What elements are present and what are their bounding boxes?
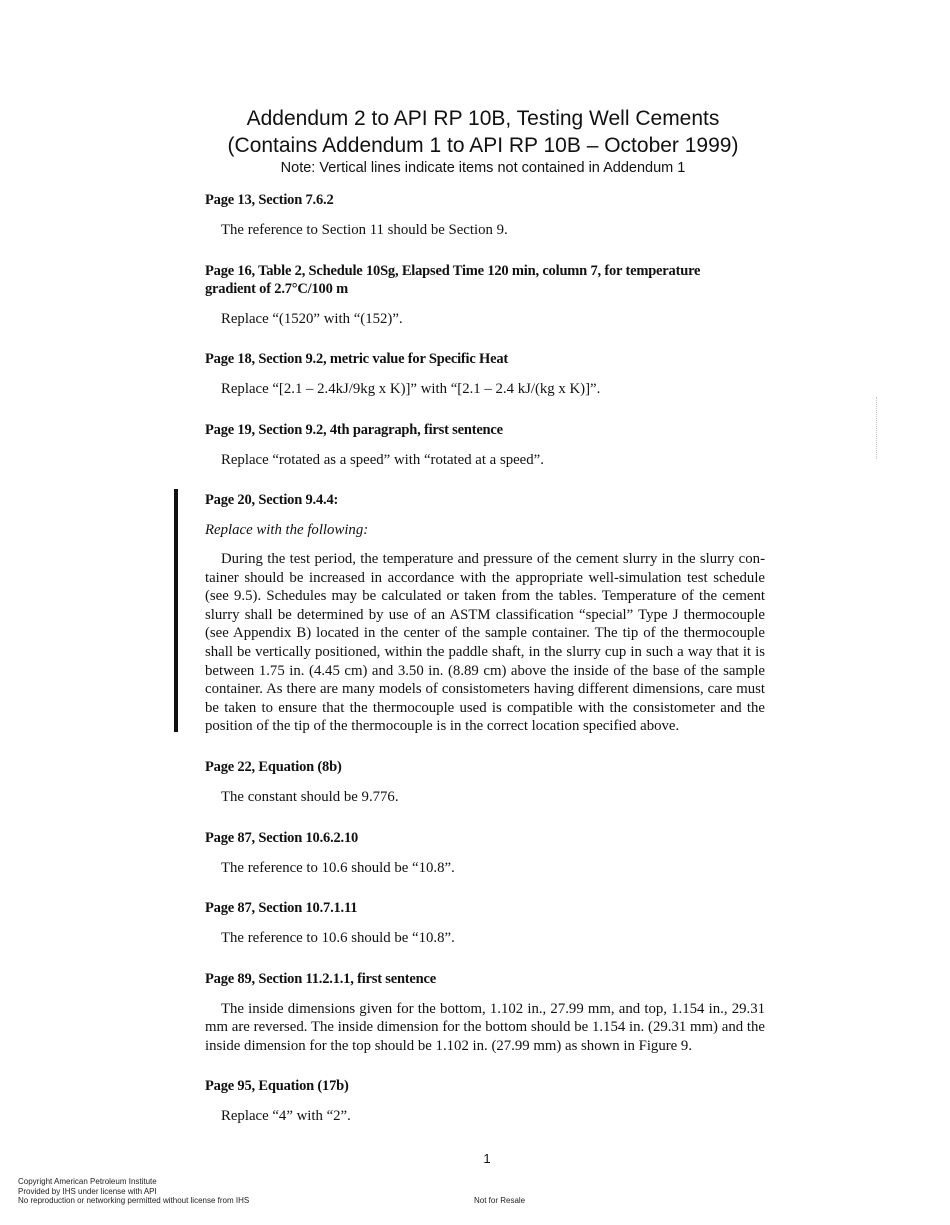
section-intro: Replace with the following: [205,522,369,539]
margin-mark [876,397,878,459]
addendum-content [205,191,765,1148]
section-page-22 [205,758,765,807]
section-heading: Page 89, Section 11.2.1.1, first sentence [205,970,437,987]
section-heading: Page 20, Section 9.4.4: [205,492,339,509]
footer-line-1: Copyright American Petroleum Institute [18,1177,157,1186]
change-bar [174,489,178,732]
section-paragraph: During the test period, the temperature and pressure of the cement slurry in the slurry container should be increased in accordance with the appropriate well-simulation test schedule (see 9.5). Schedules may be calculated or taken from the tables. Temperature of the cement slurry shall be determined by use of an ASTM classification “special” Type J thermocouple (see Appendix B) located in the center of the sample container. The tip of the thermocouple shall be vertically positioned, within the paddle shaft, in the slurry cup in such a way that it is between 1.75 in. (4.45 cm) and 3.50 in. (8.89 cm) above the inside of the base of the sample container. As there are many models of consistometers having different dimensions, care must be taken to ensure that the thermocouple used is compatible with the consistometer and the position of the tip of the thermocouple is in the correct location specified above. [205,550,765,735]
footer-line-3: No reproduction or networking permitted without license from IHS [18,1196,250,1205]
section-page-16 [205,262,765,329]
section-heading: Page 13, Section 7.6.2 [205,192,334,208]
section-body: The reference to 10.6 should be “10.8”. [221,859,455,876]
section-body: Replace “[2.1 – 2.4kJ/9kg x K)]” with “[2.1 – 2.4 kJ/(kg x K)]”. [221,381,601,398]
section-heading: Page 87, Section 10.7.1.11 [205,900,358,917]
section-body: The reference to 10.6 should be “10.8”. [221,930,455,947]
section-heading: Page 18, Section 9.2, metric value for Specific Heat [205,351,509,368]
section-heading: Page 22, Equation (8b) [205,758,342,775]
section-body: Replace “(1520” with “(152)”. [221,310,403,327]
section-body: Replace “4” with “2”. [221,1108,351,1125]
section-page-89 [205,970,765,1056]
title-note: Note: Vertical lines indicate items not contained in Addendum 1 [280,160,686,176]
section-heading [205,262,765,298]
title-line-1: Addendum 2 to API RP 10B, Testing Well Cements [246,107,720,130]
copyright-footer [18,1177,249,1206]
section-heading: Page 87, Section 10.6.2.10 [205,829,359,846]
section-page-95 [205,1077,765,1126]
section-paragraph: The inside dimensions given for the bottom, 1.102 in., 27.99 mm, and top, 1.154 in., 29.31 mm are reversed. The inside dimension for the bottom should be 1.154 in. (29.31 mm) and the inside dimension for the top should be 1.102 in. (27.99 mm) as shown in Figure 9. [205,1000,765,1054]
section-page-18 [205,350,765,399]
section-heading-line-2: gradient of 2.7°C/100 m [205,280,348,297]
section-body: Replace “rotated as a speed” with “rotated at a speed”. [221,451,544,468]
section-page-20 [205,491,765,736]
section-page-87-b [205,899,765,948]
document-title [150,105,816,178]
section-heading: Page 95, Equation (17b) [205,1078,349,1095]
not-for-resale-label: Not for Resale [474,1196,526,1205]
section-page-19 [205,421,765,470]
section-heading-line-1: Page 16, Table 2, Schedule 10Sg, Elapsed Time 120 min, column 7, for temperature [205,262,701,279]
title-line-2: (Contains Addendum 1 to API RP 10B – October 1999) [227,134,739,157]
section-page-87-a [205,829,765,878]
section-body: The constant should be 9.776. [221,788,399,805]
footer-line-2: Provided by IHS under license with API [18,1186,157,1196]
section-body: The reference to Section 11 should be Section 9. [221,222,508,238]
section-page-13 [205,191,765,240]
section-heading: Page 19, Section 9.2, 4th paragraph, first sentence [205,421,503,438]
page-number: 1 [483,1151,491,1166]
